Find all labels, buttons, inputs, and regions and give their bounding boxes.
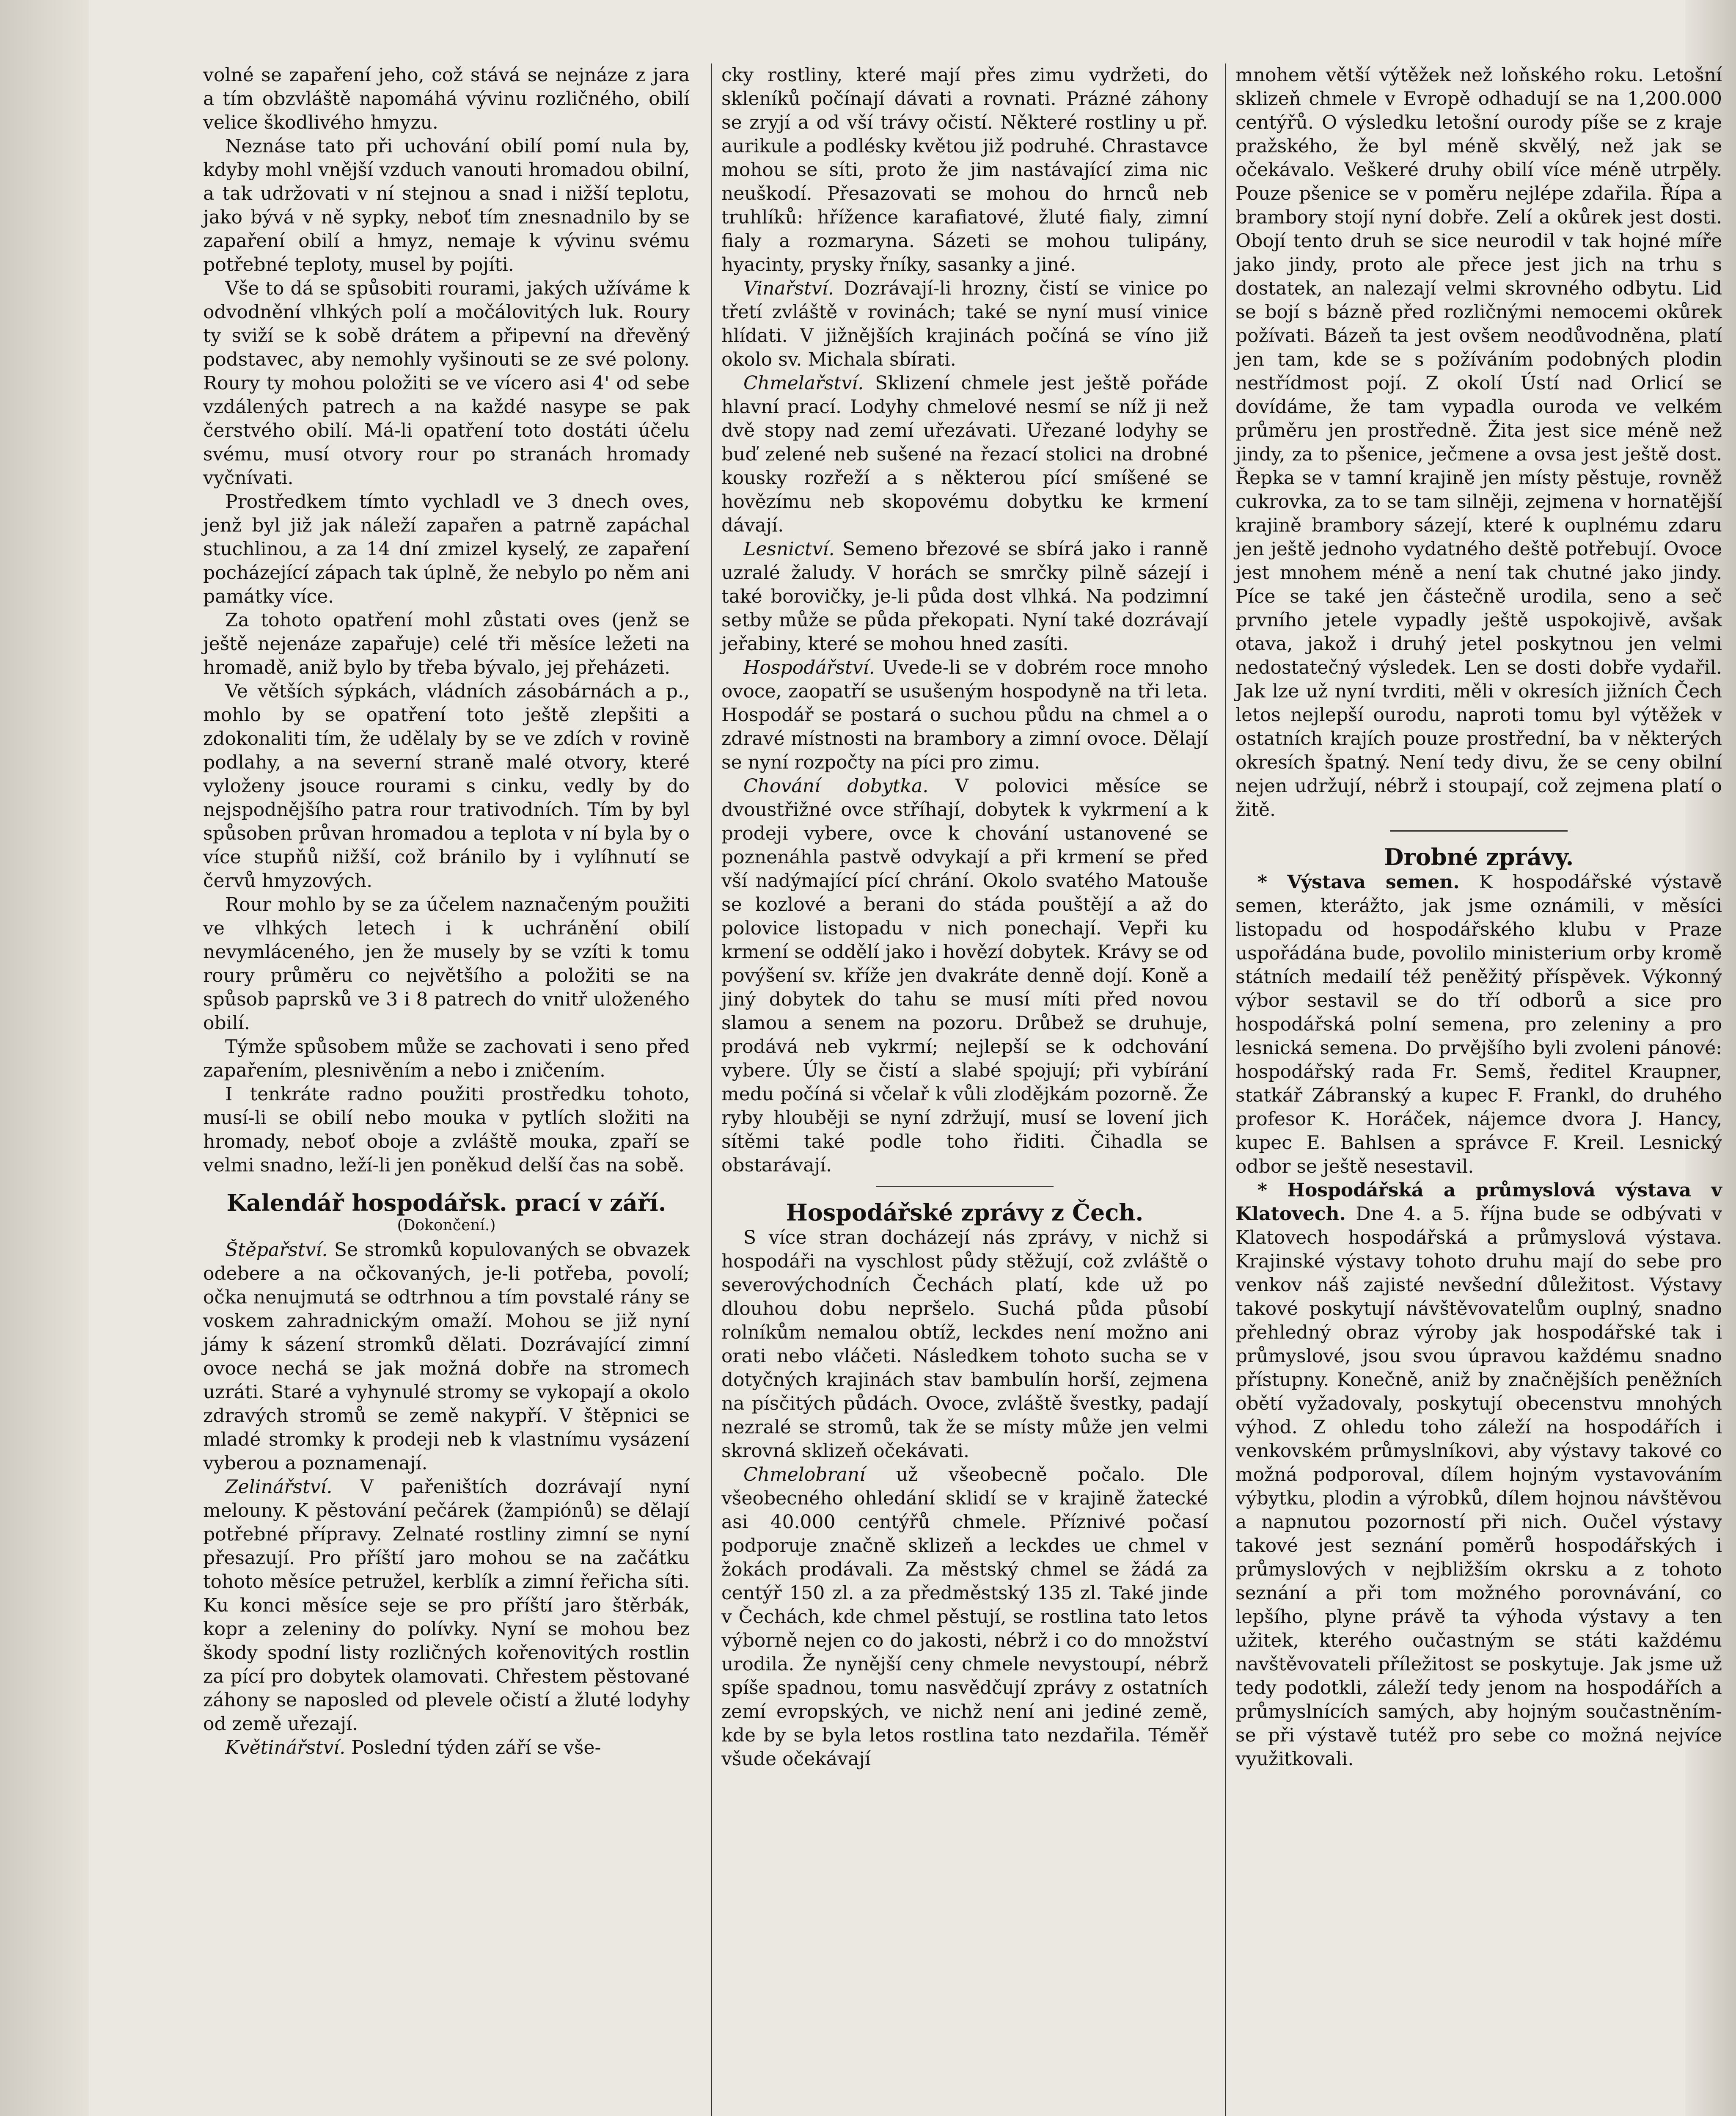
item-text: Dne 4. a 5. října bude se odbývati v Klatovech hospodářská a průmyslová výstava. Krajinské výstavy tohoto druhu mají do sebe pro venkov náš zajisté nevšední důležitost. Výstavy takové poskytují návštěvovatelům ouplný, snadno přehledný obraz výroby jak hospodářské tak i průmyslové, jsou svou úpravou každému snadno přístupny. Konečně, aniž by značnějších peněžních obětí vyžadovaly, poskytují obecenstvu mnohých výhod. Z ohledu toho záleží na hospodářích i venkovském průmyslníkovi, aby výstavy takové co možná podporoval, dílem hojným vystavováním výbytku, plodin a výrobků, dílem hojnou návštěvou a napnutou pozorností při nich. Oučel výstavy takové jest seznání poměrů hospodářských i průmyslových v nejbližším okrsku a z tohoto seznání a při tom možného porovnávání, co lepšího, plyne právě ta výhoda výstavy a ten užitek, kterého oučastným se státi každému navštěvovateli příležitost se poskytuje. Jak jsme už tedy podotkli, záleží tedy jenom na hospodářích a průmyslnících samých, aby hojným součastněním-se při výstavě tutéž pro sebe co možná nejvíce využitkovali. (1235, 1203, 1722, 1770)
calendar-paragraph (203, 1238, 690, 1475)
section-lead: Štěpařství. (225, 1239, 328, 1261)
small-news-item (1235, 1179, 1722, 1771)
item-title: * Hospodářská a průmyslová výstava v Klatovech. (1235, 1179, 1722, 1225)
section-lead: Chmelařství. (743, 372, 864, 394)
section-lead: Vinařství. (743, 278, 834, 299)
calendar-paragraph (721, 656, 1208, 774)
column-2 (721, 63, 1208, 1771)
article-paragraph: volné se zapaření jeho, což stává se nejnáze z jara a tím obzvláště napomáhá vývinu rozličného, obilí velice škodlivého hmyzu. (203, 64, 690, 133)
section-text: Poslední týden září se vše- (345, 1737, 601, 1758)
column-1 (203, 63, 690, 1760)
article-paragraph: Rour mohlo by se za účelem naznačeným použiti ve vlhkých letech i k uchránění obilí nevymláceného, jen že musely by se vzíti k tomu roury průměru co největšího a položiti se na spůsob paprsků ve 3 i 8 patrech do vnitř uloženého obilí. (203, 894, 690, 1034)
article-paragraph: I tenkráte radno použiti prostředku tohoto, musí-li se obilí nebo mouka v pytlích složiti na hromady, neboť oboje a zvláště mouka, zpaří se velmi snadno, leží-li jen poněkud delší čas na sobě. (203, 1083, 690, 1176)
article-paragraph: Vše to dá se spůsobiti rourami, jakých užíváme k odvodnění vlhkých polí a močálovitých luk. Roury ty sviží se k sobě drátem a připevní na dřevěný podstavec, aby nemohly vyšinouti se ze své polony. Roury ty mohou položiti se ve vícero asi 4' od sebe vzdálených patrech a na každé nasype se pak čerstvého obilí. Má-li opatření toto dostáti účelu svému, musí otvory rour po stranách hromady vyčnívati. (203, 278, 690, 489)
article-paragraph: Týmže spůsobem může se zachovati i seno před zapařením, plesnivěním a nebo i zničením. (203, 1036, 690, 1081)
section-lead: Lesnictví. (743, 538, 835, 560)
article-paragraph: cky rostliny, které mají přes zimu vydržeti, do skleníků počínají dávati a rovnati. Prázné záhony se zryjí a od vší trávy očistí. Některé rostliny u př. aurikule a podlésky květou již podruhé. Chrastavce mohou se síti, proto že jim nastávající zima nic neuškodí. Přesazovati se mohou do hrnců neb truhlíků: hřížence karafiatové, žluté fialy, zimní fialy a rozmaryna. Sázeti se mohou tulipány, hyacinty, prysky řníky, sasanky a jiné. (721, 64, 1208, 276)
section-divider (1390, 830, 1568, 832)
section-text: Se stromků kopulovaných se obvazek odebere a na očkovaných, je-li potřeba, povolí; očka nenujmutá se odtrhnou a tím povstalé rány se voskem zahradnickým omaží. Mohou se již nyní jámy k sázení stromků dělati. Dozrávající zimní ovoce nechá se jak možná dobře na stromech uzráti. Staré a vyhynulé stromy se vykopají a okolo zdravých stromů se země nakypří. V štěpnici se mladé stromky k prodeji neb k vlastnímu vysázení vyberou a poznamenají. (203, 1239, 690, 1474)
column-3 (1235, 63, 1722, 1771)
article-paragraph: Ve větších sýpkách, vládních zásobárnách a p., mohlo by se opatření toto ještě zlepšiti a zdokonaliti tím, že udělaly by se ve zdích v rovině podlahy, a na severní straně malé otvory, které vyloženy jsouce rourami s cinku, vedly by do nejspodnějšího patra rour trativodních. Tím by byl spůsoben průvan hromadou a teplota v ní byla by o více stupňů nižší, což bránilo by i vylíhnutí se červů hmyzových. (203, 681, 690, 892)
news-heading: Hospodářské zprávy z Čech. (786, 1199, 1144, 1226)
section-text: V polovici měsíce se dvoustřižné ovce stříhají, dobytek k vykrmení a k prodeji vybere, ovce k chování ustanovené se poznenáhla pastvě odvykají a při krmení se před vší nadýmající pící chrání. Okolo svatého Matouše se kozlové a berani do stáda pouštějí a až do polovice listopadu v nich ponechají. Vepři ku krmení se oddělí jako i hovězí dobytek. Krávy se od povýšení sv. kříže jen dvakráte denně dojí. Koně a jiný dobytek do tahu se musí míti před novou slamou a senem na pozoru. Drůbež se druhuje, prodává neb vykrmí; nejlepší se k odchování vybere. Úly se čistí a slabé spojují; při vybírání medu počíná si včelař k vůli zlodějkám pozorně. Že ryby hlouběji se nyní zdržují, musí se lovení jich sítěmi také podle toho řiditi. Čihadla se obstarávají. (721, 775, 1208, 1176)
section-text: Semeno březové se sbírá jako i ranně uzralé žaludy. V horách se smrčky pilně sázejí i také borovičky, je-li půda dost vlhká. Na podzimní setby může se půda překopati. Nyní také dozrávají jeřabiny, které se mohou hned zasíti. (721, 538, 1208, 655)
section-divider (876, 1186, 1054, 1187)
section-lead: Květinářství. (225, 1737, 346, 1758)
article-paragraph: Prostředkem tímto vychladl ve 3 dnech oves, jenž byl již jak náleží zapařen a patrně zapáchal stuchlinou, a za 14 dní zmizel kyselý, ze zapaření pocházející zápach tak úplně, že nebylo po něm ani památky více. (203, 491, 690, 607)
section-text: Sklizení chmele jest ještě pořáde hlavní prací. Lodyhy chmelové nesmí se níž ji než dvě stopy nad zemí uřezávati. Uřezané lodyhy se buď zelené neb sušené na řezací stolici na drobné kousky rozřeží a s některou pící smíšené se hovězímu neb skopovému dobytku ke krmení dávají. (721, 372, 1208, 536)
calendar-paragraph (203, 1475, 690, 1736)
section-text: V pařeništích dozrávají nyní melouny. K pěstování pečárek (žampiónů) se dělají potřebné přípravy. Zelnaté rostliny zimní se nyní přesazují. Pro příští jaro mohou se na začátku tohoto měsíce petružel, kerblík a zimní řeřicha síti. Ku konci měsíce seje se pro příští jaro štěrbák, kopr a zeleniny do polívky. Nyní se mohou bez škody spodní listy rozličných kořenovitých rostlin za pící pro dobytek olamovati. Chřestem pěstované záhony se naposled od plevele očistí a žluté lodyhy od země uřezají. (203, 1476, 690, 1735)
calendar-paragraph (203, 1736, 690, 1760)
item-text: K hospodářské výstavě semen, kterážto, jak jsme oznámili, v měsíci listopadu od hospodářského klubu v Praze uspořádána bude, povolilo ministerium orby kromě státních medailí též peněžitý příspěvek. Výkonný výbor sestavil se do tří odborů a sice pro hospodářská polní semena, pro zeleniny a pro lesnická semena. Do prvějšího byli zvoleni pánové: hospodářský rada Fr. Semš, ředitel Kraupner, statkář Zábranský a kupec F. Frankl, do druhého profesor K. Horáček, nájemce dvora J. Hancy, kupec E. Bahlsen a správce F. Kreil. Lesnický odbor se ještě nesestavil. (1235, 871, 1722, 1177)
calendar-paragraph (721, 537, 1208, 656)
calendar-paragraph (721, 277, 1208, 372)
news-paragraph: S více stran docházejí nás zprávy, v nichž si hospodáři na vyschlost půdy stěžují, což zvláště o severovýchodních Čechách platí, kde už po dlouhou dobu nepršelo. Suchá půda působí rolníkům nemalou obtíž, leckdes není možno ani orati nebo vláčeti. Následkem tohoto sucha se v dotyčných krajinách stav bambulín horší, zejmena na písčitých půdách. Ovoce, zvláště švestky, padají nezralé se stromů, tak že se místy může jen velmi skrovná sklizeň očekávati. (721, 1227, 1208, 1462)
news-paragraph: mnohem větší výtěžek než loňského roku. Letošní sklizeň chmele v Evropě odhadují se na 1,200.000 centýřů. O výsledku letošní ourody píše se z kraje pražského, že byl méně skvělý, než jak se očekávalo. Veškeré druhy obilí více méně utrpěly. Pouze pšenice se v poměru nejlépe zdařila. Řípa a brambory stojí nyní dobře. Zelí a okůrek jest dosti. Obojí tento druh se sice neurodil v tak hojné míře jako jindy, proto ale přece jest jich na trhu s dostatek, an nalezají velmi skrovného odbytu. Lid se bojí s bázně před rozličnými nemocemi okůrek požívati. Bázeň ta jest ovšem neodůvodněna, platí jen tam, kde se s požíváním podobných plodin nestřídmost pojí. Z okolí Ústí nad Orlicí se dovídáme, že tam vypadla ouroda ve velkém průměru jen prostředně. Žita jest sice méně než jindy, za to pšenice, ječmene a ovsa jest ještě dost. Řepka se v tamní krajině jen místy pěstuje, rovněž cukrovka, za to se tam silněji, zejmena v hornatější krajině brambory sázejí, které k ouplnému zdaru jen ještě jednoho vydatného deště potřebují. Ovoce jest mnohem méně a není tak chutné jako jindy. Píce se také jen částečně urodila, seno a seč prvního jetele vypadly ještě uspokojivě, avšak otava, jakož i druhý jetel poskytnou jen velmi nedostatečný výsledek. Len se dosti dobře vydařil. Jak lze už nyní tvrditi, měli v okresích jižních Čech letos nejlepší ourodu, naproti tomu byl výtěžek v ostatních krajích pouze prostřední, ba v některých okresích špatný. Není tedy divu, že se ceny obilní nejen udržují, nébrž i stoupají, což zejmena platí o žitě. (1235, 64, 1722, 821)
item-title: * Výstava semen. (1257, 871, 1460, 893)
page-left-edge (0, 0, 89, 2116)
calendar-subheading: (Dokončení.) (397, 1217, 496, 1234)
section-lead: Chmelobraní (743, 1464, 866, 1485)
small-news-item (1235, 871, 1722, 1179)
column-rule-1 (711, 63, 712, 2116)
section-text: Dozrávají-li hrozny, čistí se vinice po třetí zvláště v rovinách; také se nyní musí vinice hlídati. V jižnějších krajinách počíná se víno již okolo sv. Michala sbírati. (721, 278, 1208, 370)
section-text: už všeobecně počalo. Dle všeobecného ohledání sklidí se v krajině žatecké asi 40.000 centýřů chmele. Příznivé počasí podporuje značně sklizeň a leckdes ue chmel v žokách prodávali. Za městský chmel se žádá za centýř 150 zl. a za předměstský 135 zl. Také jinde v Čechách, kde chmel pěstují, se rostlina tato letos výborně nejen co do jakosti, nébrž i co do množství urodila. Že nynější ceny chmele nevystoupí, nébrž spíše spadnou, tomu nasvědčují zprávy z ostatních zemí evropských, ve nichž není ani jediné země, kde by se byla letos rostlina tato nezdařila. Téměř všude očekávají (721, 1464, 1208, 1770)
small-news-heading: Drobné zprávy. (1384, 843, 1574, 871)
section-text: Uvede-li se v dobrém roce mnoho ovoce, zaopatří se usušeným hospodyně na tři leta. Hospodář se postará o suchou půdu na chmel a o zdravé místnosti na brambory a zimní ovoce. Dělají se nyní rozpočty na píci pro zimu. (721, 657, 1208, 773)
section-lead: Hospodářství. (743, 657, 875, 678)
calendar-paragraph (721, 774, 1208, 1177)
section-lead: Zelinářství. (225, 1476, 333, 1498)
article-paragraph: Za tohoto opatření mohl zůstati oves (jenž se ještě nejenáze zapařuje) celé tři měsíce ležeti na hromadě, aniž bylo by třeba bývalo, jej přeházeti. (203, 609, 690, 678)
calendar-heading: Kalendář hospodářsk. prací v září. (226, 1189, 666, 1216)
calendar-paragraph (721, 372, 1208, 537)
section-lead: Chování dobytka. (743, 775, 929, 797)
column-rule-2 (1225, 63, 1226, 2116)
news-paragraph (721, 1463, 1208, 1771)
article-paragraph: Neznáse tato při uchování obilí pomí nula by, kdyby mohl vnější vzduch vanouti hromadou obilní, a tak udržovati v ní stejnou a snad i nižší teplotu, jako bývá v ně sypky, neboť tím znesnadnilo by se zapaření obilí a hmyz, nemaje k vývinu svému potřebné teploty, musel by pojíti. (203, 135, 690, 276)
